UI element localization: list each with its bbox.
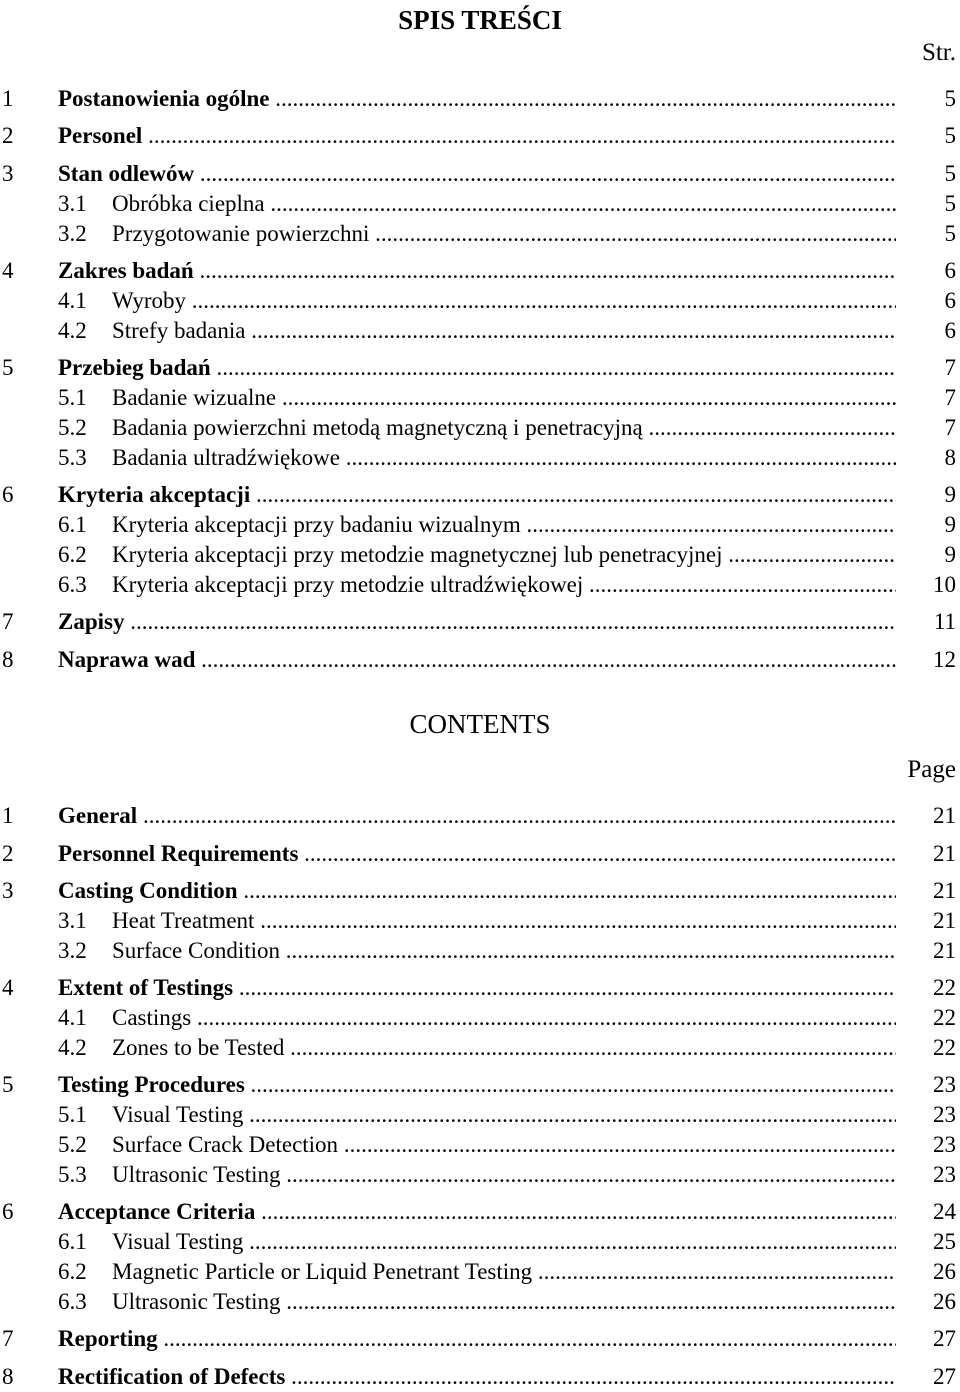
toc-entry[interactable] — [0, 84, 960, 114]
toc-entry-page-number: 27 — [933, 1326, 956, 1351]
toc-entry-title[interactable]: Ultrasonic Testing ..... — [112, 1162, 896, 1187]
toc-entry-number: 3 — [2, 161, 14, 186]
toc-entry-page-number: 6 — [944, 318, 956, 343]
toc-entry-leader — [112, 1287, 896, 1317]
toc-entry-number: 8 — [2, 647, 14, 672]
toc-entry-number: 5.1 — [58, 1102, 87, 1127]
toc-entry[interactable] — [0, 353, 960, 383]
toc-entry-page-number: 23 — [933, 1072, 956, 1097]
toc-entry-number: 5 — [2, 355, 14, 380]
toc-entry-number: 2 — [2, 123, 14, 148]
toc-entry-number: 4.1 — [58, 1005, 87, 1030]
toc-entry-leader — [58, 84, 896, 114]
toc-entry-page-number: 27 — [933, 1364, 956, 1389]
toc-entry-number: 6.1 — [58, 1229, 87, 1254]
toc-entry[interactable] — [0, 286, 960, 316]
toc-entry-title[interactable]: Extent of Testings ..... — [58, 975, 896, 1000]
toc-entry-page-number: 22 — [933, 975, 956, 1000]
toc-entry-title[interactable]: Badania powierzchni metodą magnetyczną i penetracyjną ..... — [112, 415, 896, 440]
toc-entry-leader — [58, 607, 896, 637]
toc-entry-number: 4 — [2, 258, 14, 283]
toc-entry[interactable] — [0, 540, 960, 570]
toc-entry-number: 6 — [2, 1199, 14, 1224]
toc-entry-number: 6.3 — [58, 572, 87, 597]
toc-entry[interactable] — [0, 1100, 960, 1130]
toc-entry-leader — [112, 906, 896, 936]
toc-entry-number: 4.1 — [58, 288, 87, 313]
toc-entry-title[interactable]: Personel ..... — [58, 123, 896, 148]
toc-entry[interactable] — [0, 1130, 960, 1160]
toc-entry-page-number: 5 — [944, 191, 956, 216]
toc-entry-title[interactable]: Personnel Requirements ..... — [58, 841, 896, 866]
toc-entry-page-number: 10 — [933, 572, 956, 597]
toc-entry-title[interactable]: Visual Testing ..... — [112, 1102, 896, 1127]
toc-entry-number: 6 — [2, 482, 14, 507]
toc-entry[interactable] — [0, 906, 960, 936]
toc-entry-leader — [58, 876, 896, 906]
toc-entry[interactable] — [0, 936, 960, 966]
toc-entry-title[interactable]: Magnetic Particle or Liquid Penetrant Testing ..... — [112, 1259, 896, 1284]
toc-entry-leader — [112, 1033, 896, 1063]
toc-entry-leader — [112, 1100, 896, 1130]
toc-entry-leader — [112, 189, 896, 219]
toc-entry-title[interactable]: Zones to be Tested ..... — [112, 1035, 896, 1060]
toc-entry-number: 6.1 — [58, 512, 87, 537]
toc-entry-title[interactable]: Zakres badań ..... — [58, 258, 896, 283]
toc-entry-page-number: 25 — [933, 1229, 956, 1254]
toc-entry-number: 7 — [2, 1326, 14, 1351]
toc-entry-number: 2 — [2, 841, 14, 866]
toc-entry-page-number: 23 — [933, 1102, 956, 1127]
toc-entry[interactable] — [0, 1160, 960, 1190]
toc-entry-title[interactable]: Kryteria akceptacji przy badaniu wizualnym ..... — [112, 512, 896, 537]
toc-entry-title[interactable]: Rectification of Defects ..... — [58, 1364, 896, 1389]
toc-entry-title[interactable]: Surface Condition ..... — [112, 938, 896, 963]
toc-entry[interactable] — [0, 839, 960, 869]
toc-entry[interactable] — [0, 413, 960, 443]
toc-entry-page-number: 23 — [933, 1162, 956, 1187]
toc-entry-page-number: 22 — [933, 1005, 956, 1030]
toc-entry-leader — [112, 1160, 896, 1190]
toc-entry-page-number: 21 — [933, 908, 956, 933]
toc-entry[interactable] — [0, 1287, 960, 1317]
toc-entry-title[interactable]: Kryteria akceptacji przy metodzie ultradźwiękowej ..... — [112, 572, 896, 597]
toc-entry[interactable] — [0, 1227, 960, 1257]
toc-entry-title[interactable]: Zapisy ..... — [58, 609, 896, 634]
toc-entry-number: 6.2 — [58, 1259, 87, 1284]
toc-entry-title[interactable]: Strefy badania ..... — [112, 318, 896, 343]
toc-entry-number: 5.3 — [58, 445, 87, 470]
toc-entry-title[interactable]: Przygotowanie powierzchni ..... — [112, 221, 896, 246]
toc-entry[interactable] — [0, 1197, 960, 1227]
toc-entry-leader — [112, 1227, 896, 1257]
toc-entry-leader — [112, 1257, 896, 1287]
toc-entry[interactable] — [0, 1003, 960, 1033]
toc-entry[interactable] — [0, 480, 960, 510]
toc-entry-title[interactable]: Kryteria akceptacji ..... — [58, 482, 896, 507]
toc-entry-number: 7 — [2, 609, 14, 634]
toc-entry-page-number: 7 — [944, 385, 956, 410]
toc-entry-number: 3.2 — [58, 221, 87, 246]
toc-entry-title[interactable]: Przebieg badań ..... — [58, 355, 896, 380]
toc-entry-leader — [58, 1070, 896, 1100]
toc-entry-page-number: 5 — [944, 161, 956, 186]
toc-entry-page-number: 24 — [933, 1199, 956, 1224]
toc-entry-leader — [112, 1130, 896, 1160]
toc-entry-title[interactable]: Stan odlewów ..... — [58, 161, 896, 186]
toc-entry-number: 3.1 — [58, 908, 87, 933]
toc-entry-number: 8 — [2, 1364, 14, 1389]
toc-entry-page-number: 9 — [944, 482, 956, 507]
toc-entry-leader — [58, 1324, 896, 1354]
toc-entry[interactable] — [0, 801, 960, 831]
toc-entry-page-number: 21 — [933, 938, 956, 963]
toc-entry-number: 1 — [2, 86, 14, 111]
toc-entry[interactable] — [0, 973, 960, 1003]
toc-entry-leader — [112, 383, 896, 413]
toc-entry-page-number: 9 — [944, 542, 956, 567]
toc-entry-number: 4.2 — [58, 318, 87, 343]
toc-entry[interactable] — [0, 219, 960, 249]
toc-entry-leader — [112, 1003, 896, 1033]
toc-entry-leader — [58, 1197, 896, 1227]
toc-entry-page-number: 5 — [944, 221, 956, 246]
toc-entry[interactable] — [0, 1324, 960, 1354]
toc-entry[interactable] — [0, 570, 960, 600]
toc-entry-leader — [58, 973, 896, 1003]
toc-entry-page-number: 26 — [933, 1289, 956, 1314]
toc-title-english: CONTENTS — [409, 709, 551, 739]
page-column-header-english: Page — [907, 756, 956, 783]
toc-entry-leader — [112, 316, 896, 346]
toc-entry-number: 3 — [2, 878, 14, 903]
toc-entry-title[interactable]: Badania ultradźwiękowe ..... — [112, 445, 896, 470]
toc-entry-title[interactable]: Castings ..... — [112, 1005, 896, 1030]
toc-entry-page-number: 22 — [933, 1035, 956, 1060]
toc-entry-title[interactable]: General ..... — [58, 803, 896, 828]
toc-entry[interactable] — [0, 121, 960, 151]
toc-entry-title[interactable]: Heat Treatment ..... — [112, 908, 896, 933]
toc-entry-page-number: 12 — [933, 647, 956, 672]
toc-entry-leader — [58, 839, 896, 869]
toc-entry-number: 5.2 — [58, 415, 87, 440]
toc-entry-title[interactable]: Surface Crack Detection ..... — [112, 1132, 896, 1157]
toc-entry[interactable] — [0, 645, 960, 675]
toc-entry-title[interactable]: Testing Procedures ..... — [58, 1072, 896, 1097]
toc-entry[interactable] — [0, 510, 960, 540]
toc-entry-number: 3.1 — [58, 191, 87, 216]
toc-entry-number: 5.1 — [58, 385, 87, 410]
toc-entry-page-number: 21 — [933, 878, 956, 903]
toc-entry-title[interactable]: Ultrasonic Testing ..... — [112, 1289, 896, 1314]
toc-entry-number: 6.2 — [58, 542, 87, 567]
toc-entry-leader — [58, 480, 896, 510]
toc-entry-number: 3.2 — [58, 938, 87, 963]
toc-entry-page-number: 6 — [944, 288, 956, 313]
toc-entry-title[interactable]: Postanowienia ogólne ..... — [58, 86, 896, 111]
toc-entry[interactable] — [0, 189, 960, 219]
toc-entry-leader — [112, 443, 896, 473]
toc-entry[interactable] — [0, 383, 960, 413]
toc-entry[interactable] — [0, 1033, 960, 1063]
toc-entry-leader — [112, 219, 896, 249]
page-column-header-polish: Str. — [921, 39, 956, 66]
toc-entry-page-number: 8 — [944, 445, 956, 470]
toc-entry-page-number: 21 — [933, 841, 956, 866]
toc-entry-title[interactable]: Wyroby ..... — [112, 288, 896, 313]
toc-entry-leader — [58, 121, 896, 151]
toc-entry-number: 4 — [2, 975, 14, 1000]
toc-entry-number: 6.3 — [58, 1289, 87, 1314]
toc-entry-number: 4.2 — [58, 1035, 87, 1060]
toc-entry-number: 5.3 — [58, 1162, 87, 1187]
toc-entry-title[interactable]: Badanie wizualne ..... — [112, 385, 896, 410]
toc-entry-page-number: 6 — [944, 258, 956, 283]
toc-entry[interactable] — [0, 256, 960, 286]
toc-entry-leader — [112, 286, 896, 316]
toc-entry-leader — [58, 353, 896, 383]
toc-entry-title[interactable]: Casting Condition ..... — [58, 878, 896, 903]
toc-entry-leader — [58, 256, 896, 286]
toc-entry-page-number: 23 — [933, 1132, 956, 1157]
toc-entry-page-number: 26 — [933, 1259, 956, 1284]
toc-entry-page-number: 5 — [944, 123, 956, 148]
toc-entry[interactable] — [0, 1070, 960, 1100]
toc-entry[interactable] — [0, 876, 960, 906]
toc-entry-title[interactable]: Reporting ..... — [58, 1326, 896, 1351]
toc-entry[interactable] — [0, 607, 960, 637]
toc-entry[interactable] — [0, 1257, 960, 1287]
toc-entry[interactable] — [0, 316, 960, 346]
toc-entry-page-number: 5 — [944, 86, 956, 111]
toc-entry-leader — [112, 936, 896, 966]
toc-entry[interactable] — [0, 159, 960, 189]
toc-entry-leader — [112, 510, 896, 540]
toc-entry[interactable] — [0, 443, 960, 473]
toc-entry-number: 5 — [2, 1072, 14, 1097]
toc-entry-page-number: 11 — [933, 609, 956, 634]
toc-entry-title[interactable]: Acceptance Criteria ..... — [58, 1199, 896, 1224]
toc-entry-number: 1 — [2, 803, 14, 828]
toc-entry-page-number: 21 — [933, 803, 956, 828]
toc-entry-number: 5.2 — [58, 1132, 87, 1157]
toc-entry-title[interactable]: Kryteria akceptacji przy metodzie magnetycznej lub penetracyjnej ..... — [112, 542, 896, 567]
toc-entry-page-number: 9 — [944, 512, 956, 537]
toc-entry-leader — [112, 570, 896, 600]
toc-entry-title[interactable]: Naprawa wad ..... — [58, 647, 896, 672]
toc-title-polish: SPIS TREŚCI — [398, 5, 562, 35]
toc-entry-leader — [58, 801, 896, 831]
toc-entry-leader — [58, 159, 896, 189]
toc-entry-page-number: 7 — [944, 415, 956, 440]
toc-entry-leader — [112, 540, 896, 570]
toc-entry-title[interactable]: Visual Testing ..... — [112, 1229, 896, 1254]
toc-entry-title[interactable]: Obróbka cieplna ..... — [112, 191, 896, 216]
toc-entry-leader — [58, 645, 896, 675]
toc-entry-leader — [112, 413, 896, 443]
toc-entry-page-number: 7 — [944, 355, 956, 380]
